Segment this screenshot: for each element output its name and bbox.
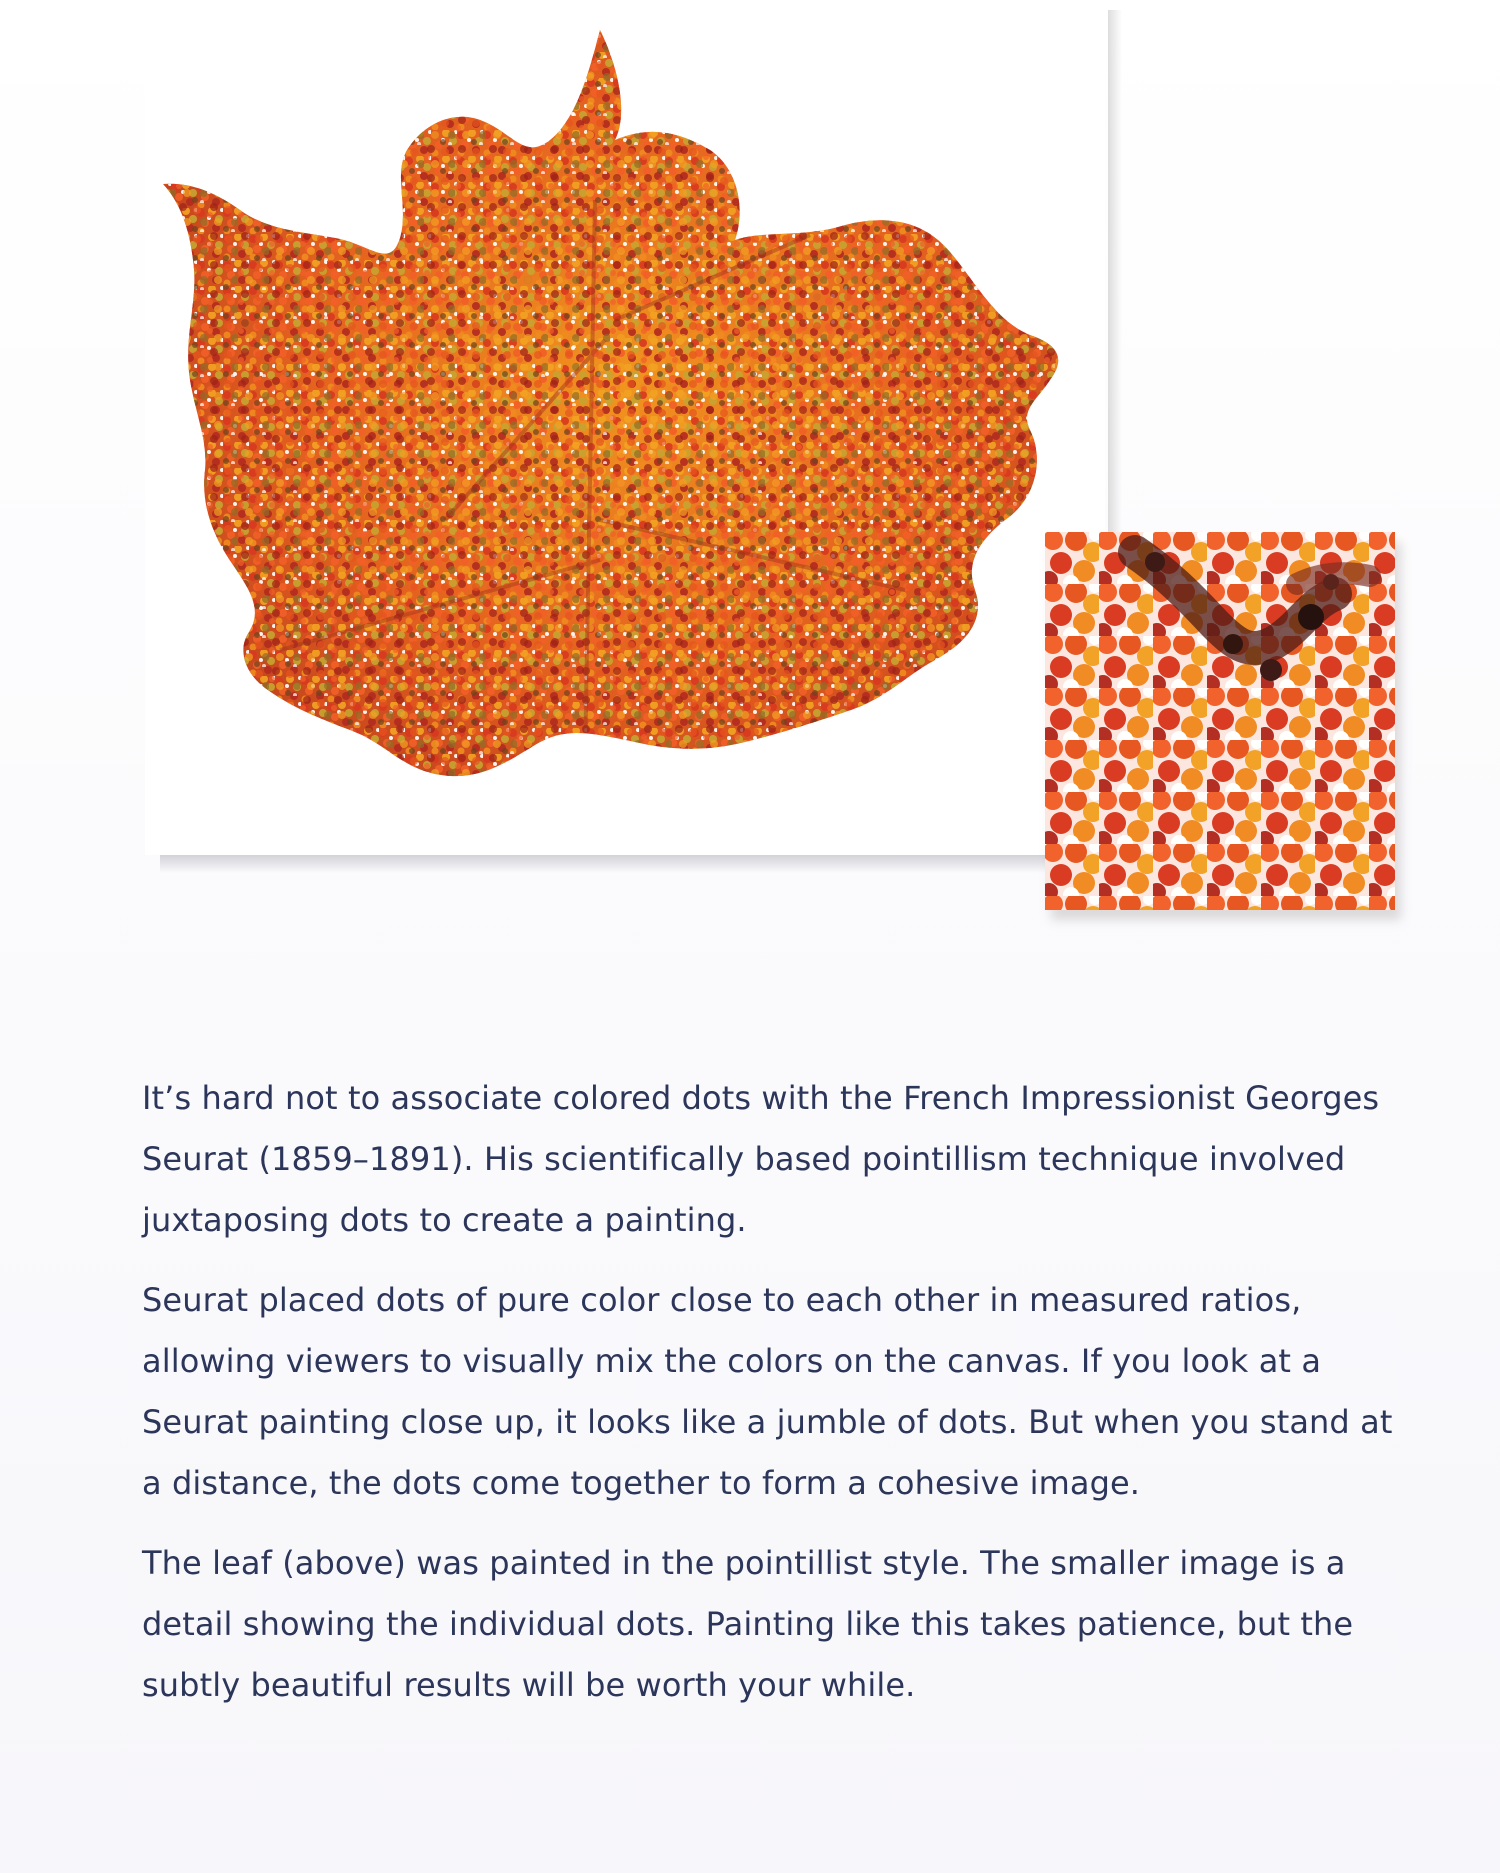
paragraph-3: The leaf (above) was painted in the pointillist style. The smaller image is a detail showing the individual dots. Painting like this takes patience, but the subtly beautiful results will be worth your while. <box>142 1544 1354 1704</box>
paragraph-1: It’s hard not to associate colored dots with the French Impressionist Georges Seurat (1859–1891). His scientifically based pointillism technique involved juxtaposing dots to create a painting. <box>142 1079 1380 1239</box>
article-body <box>142 1068 1397 1735</box>
leaf-shape <box>145 0 1105 855</box>
paragraph-2: Seurat placed dots of pure color close to each other in measured ratios, allowing viewers to visually mix the colors on the canvas. If you look at a Seurat painting close up, it looks like a jumble of dots. But when you stand at a distance, the dots come together to form a cohesive image. <box>142 1281 1393 1502</box>
pointillist-leaf-image <box>145 0 1105 855</box>
photo-bottom-shadow <box>160 853 1060 873</box>
pointillist-detail-image <box>1045 532 1395 910</box>
